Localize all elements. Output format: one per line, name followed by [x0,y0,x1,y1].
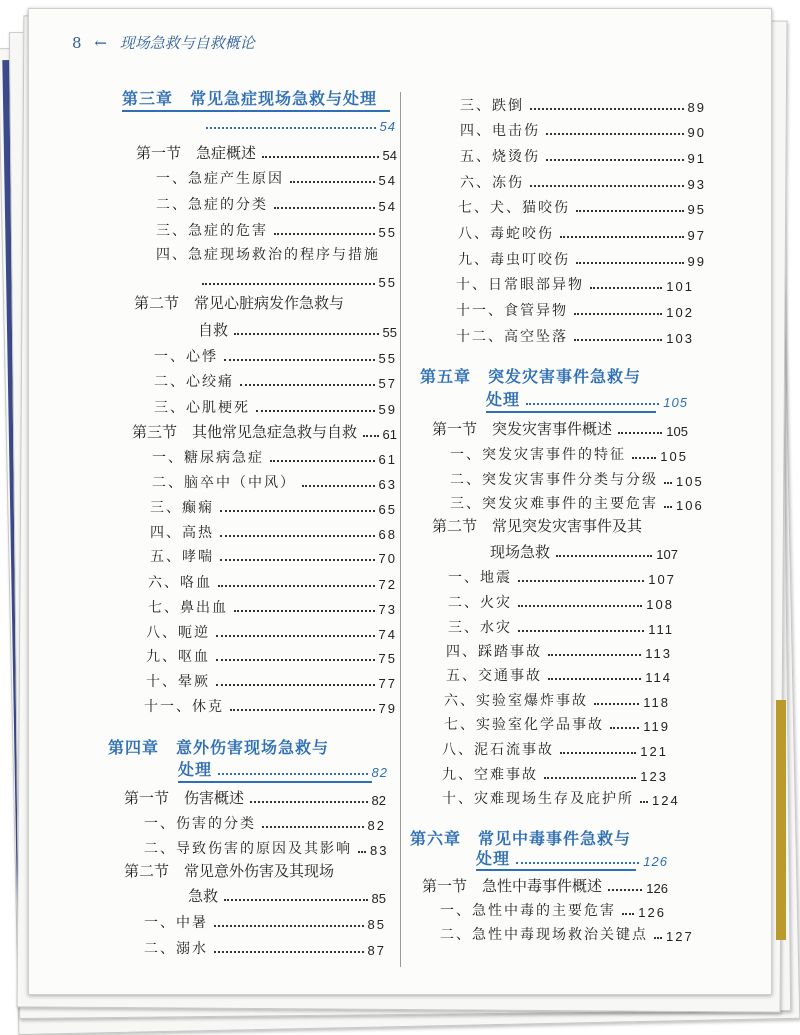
toc-entry: 一、突发灾害事件的特征 105 [450,447,688,464]
toc-entry: 一、急性中毒的主要危害 126 [440,903,666,920]
toc-entry: 现场急救 107 [490,543,678,562]
toc-entry: 三、癫痫 65 [150,500,397,517]
toc-entry: 六、实验室爆炸事故 118 [444,693,670,710]
toc-entry: 五、烧烫伤 91 [460,149,706,166]
toc-entry: 一、急症产生原因 54 [156,171,397,188]
toc-entry: 四、电击伤 90 [460,123,706,140]
page-ref: 54 [379,119,396,134]
toc-entry: 四、急症现场救治的程序与措施 [156,247,380,263]
toc-entry: 二、心绞痛 57 [154,374,397,391]
leader-dots [206,127,376,129]
toc-entry: 三、突发灾难事件的主要危害 106 [450,496,704,513]
toc-entry: 八、呃逆 74 [146,625,397,642]
toc-entry: 二、急性中毒现场救治关键点 127 [440,927,694,944]
chapter-5-page-line: 处理 105 [486,390,688,410]
toc-entry: 第二节 常见意外伤害及其现场 [124,862,335,880]
toc-entry: 55 [196,270,397,290]
toc-entry: 五、哮喘 70 [150,549,397,566]
chapter-3-page-line [200,114,396,134]
chapter-4-title: 第四章 意外伤害现场急救与 [108,738,330,757]
chapter-6-page-line: 处理 126 [476,849,668,869]
page-number: 8 [72,34,82,52]
toc-entry: 第一节 伤害概述 82 [124,789,386,808]
toc-entry: 九、空难事故 123 [442,767,668,784]
chapter-6-underline [476,869,636,871]
chapter-4-underline [178,781,372,783]
toc-entry: 第一节 急症概述 54 [136,144,397,163]
toc-entry: 第二节 常见心脏病发作急救与 [134,294,345,312]
toc-entry: 十、晕厥 77 [146,674,397,691]
toc-entry: 十一、食管异物 102 [456,303,694,320]
toc-entry: 四、高热 68 [150,525,397,542]
toc-entry: 一、地震 107 [448,570,676,587]
toc-entry: 四、踩踏事故 113 [446,644,672,661]
chapter-3-title: 第三章 常见急症现场急救与处理 [122,89,378,108]
toc-entry: 自救 55 [198,321,397,340]
toc-entry: 第一节 急性中毒事件概述 126 [422,877,668,896]
toc-entry: 六、咯血 72 [148,575,397,592]
toc-entry: 三、急症的危害 55 [156,223,397,240]
toc-entry: 第三节 其他常见急症急救与自救 61 [132,423,397,442]
toc-entry: 七、鼻出血 73 [148,600,397,617]
chapter-4-page-line: 处理 82 [178,760,388,780]
book-edge-gold [776,700,786,940]
toc-entry: 七、实验室化学品事故 119 [444,717,670,734]
running-header [72,32,255,53]
toc-entry: 十、日常眼部异物 101 [456,277,694,294]
toc-entry: 二、溺水 87 [144,941,386,958]
toc-entry: 十二、高空坠落 103 [456,329,694,346]
toc-entry: 第二节 常见突发灾害事件及其 [432,517,643,535]
chapter-5-title: 第五章 突发灾害事件急救与 [420,367,642,386]
toc-entry: 六、冻伤 93 [460,175,706,192]
toc-entry: 九、呕血 75 [146,649,397,666]
toc-entry: 七、犬、猫咬伤 95 [458,200,706,217]
toc-entry: 一、中暑 85 [144,915,386,932]
toc-entry: 三、心肌梗死 59 [154,400,397,417]
toc-entry: 三、水灾 111 [448,620,674,637]
toc-entry: 二、导致伤害的原因及其影响 83 [144,841,389,858]
toc-entry: 二、急症的分类 54 [156,197,397,214]
header-title: 现场急救与自救概论 [119,34,255,52]
chapter-6-title: 第六章 常见中毒事件急救与 [410,829,632,848]
toc-entry: 二、脑卒中（中风） 63 [152,475,397,492]
chapter-5-underline [486,411,656,413]
toc-entry: 一、糖尿病急症 61 [152,450,397,467]
toc-entry: 十一、休克 79 [144,699,397,716]
chapter-3-underline [122,110,390,112]
toc-entry: 急救 85 [188,887,386,906]
toc-entry: 一、心悸 55 [154,349,397,366]
toc-entry: 第一节 突发灾害事件概述 105 [432,420,688,439]
arrow-left-icon: ← [94,34,107,52]
toc-entry: 十、灾难现场生存及庇护所 124 [442,791,680,808]
column-divider [400,92,401,967]
toc-entry: 三、跌倒 89 [460,98,706,115]
toc-entry: 八、泥石流事故 121 [442,742,668,759]
toc-entry: 二、火灾 108 [448,595,674,612]
toc-entry: 二、突发灾害事件分类与分级 105 [450,472,704,489]
toc-entry: 九、毒虫叮咬伤 99 [458,252,706,269]
toc-entry: 八、毒蛇咬伤 97 [458,226,706,243]
toc-entry: 一、伤害的分类 82 [144,816,386,833]
toc-entry: 五、交通事故 114 [446,668,672,685]
